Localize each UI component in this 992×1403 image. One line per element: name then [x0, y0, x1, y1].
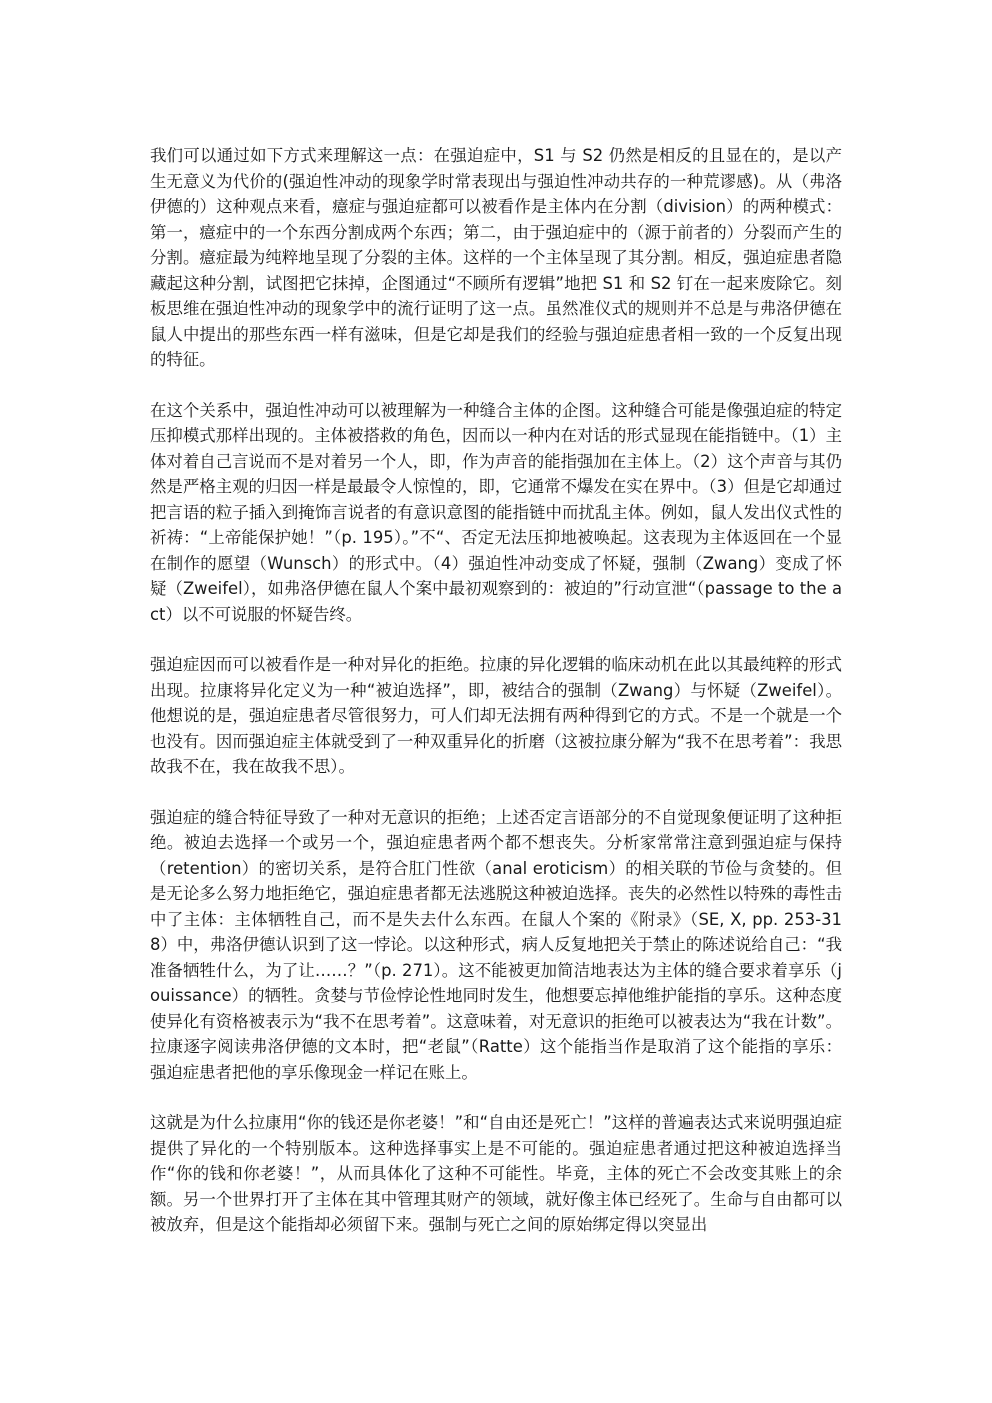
paragraph: 强迫症的缝合特征导致了一种对无意识的拒绝；上述否定言语部分的不自觉现象便证明了这种拒绝。被迫去选择一个或另一个，强迫症患者两个都不想丧失。分析家常常注意到强迫症与保持（retention）的密切关系，是符合肛门性欲（anal eroticism）的相关联的节俭与贪婪的。但是无论多么努力地拒绝它，强迫症患者都无法逃脱这种被迫选择。丧失的必然性以特殊的毒性击中了主体：主体牺牲自己，而不是失去什么东西。在鼠人个案的《附录》（SE, X, pp. 253-318）中，弗洛伊德认识到了这一悖论。以这种形式，病人反复地把关于禁止的陈述说给自己：“我准备牺牲什么，为了让……？”（p. 271）。这不能被更加简洁地表达为主体的缝合要求着享乐（jouissance）的牺牲。贪婪与节俭悖论性地同时发生，他想要忘掉他维护能指的享乐。这种态度使异化有资格被表示为“我不在思考着”。这意味着，对无意识的拒绝可以被表达为“我在计数”。拉康逐字阅读弗洛伊德的文本时，把“老鼠”（Ratte）这个能指当作是取消了这个能指的享乐：强迫症患者把他的享乐像现金一样记在账上。	[150, 807, 842, 1082]
paragraph: 这就是为什么拉康用“你的钱还是你老婆！”和“自由还是死亡！”这样的普遍表达式来说明强迫症提供了异化的一个特别版本。这种选择事实上是不可能的。强迫症患者通过把这种被迫选择当作“你的钱和你老婆！”，从而具体化了这种不可能性。毕竟，主体的死亡不会改变其账上的余额。另一个世界打开了主体在其中管理其财产的领域，就好像主体已经死了。生命与自由都可以被放弃，但是这个能指却必须留下来。强制与死亡之间的原始绑定得以突显出	[150, 1113, 842, 1234]
paragraph: 我们可以通过如下方式来理解这一点：在强迫症中，S1 与 S2 仍然是相反的且显在的，是以产生无意义为代价的(强迫性冲动的现象学时常表现出与强迫性冲动共存的一种荒谬感)。从（弗洛伊德的）这种观点来看，癔症与强迫症都可以被看作是主体内在分割（division）的两种模式：第一，癔症中的一个东西分割成两个东西；第二，由于强迫症中的（源于前者的）分裂而产生的分割。癔症最为纯粹地呈现了分裂的主体。这样的一个主体呈现了其分割。相反，强迫症患者隐藏起这种分割，试图把它抹掉，企图通过“不顾所有逻辑”地把 S1 和 S2 钉在一起来废除它。刻板思维在强迫性冲动的现象学中的流行证明了这一点。虽然准仪式的规则并不总是与弗洛伊德在鼠人中提出的那些东西一样有滋味，但是它却是我们的经验与强迫症患者相一致的一个反复出现的特征。	[150, 146, 842, 369]
paragraph: 在这个关系中，强迫性冲动可以被理解为一种缝合主体的企图。这种缝合可能是像强迫症的特定压抑模式那样出现的。主体被搭救的角色，因而以一种内在对话的形式显现在能指链中。（1）主体对着自己言说而不是对着另一个人，即，作为声音的能指强加在主体上。（2）这个声音与其仍然是严格主观的归因一样是最最令人惊惶的，即，它通常不爆发在实在界中。（3）但是它却通过把言语的粒子插入到掩饰言说者的有意识意图的能指链中而扰乱主体。例如，鼠人发出仪式性的祈祷：“上帝能保护她！”（p. 195）。”不“、否定无法压抑地被唤起。这表现为主体返回在一个显在制作的愿望（Wunsch）的形式中。（4）强迫性冲动变成了怀疑，强制（Zwang）变成了怀疑（Zweifel），如弗洛伊德在鼠人个案中最初观察到的：被迫的”行动宣泄“（passage to the act）以不可说服的怀疑告终。	[150, 400, 842, 624]
document-body	[150, 143, 842, 1263]
paragraph: 强迫症因而可以被看作是一种对异化的拒绝。拉康的异化逻辑的临床动机在此以其最纯粹的形式出现。拉康将异化定义为一种“被迫选择”，即，被结合的强制（Zwang）与怀疑（Zweifel）。他想说的是，强迫症患者尽管很努力，可人们却无法拥有两种得到它的方式。不是一个就是一个也没有。因而强迫症主体就受到了一种双重异化的折磨（这被拉康分解为“我不在思考着”：我思故我不在，我在故我不思）。	[150, 655, 842, 776]
